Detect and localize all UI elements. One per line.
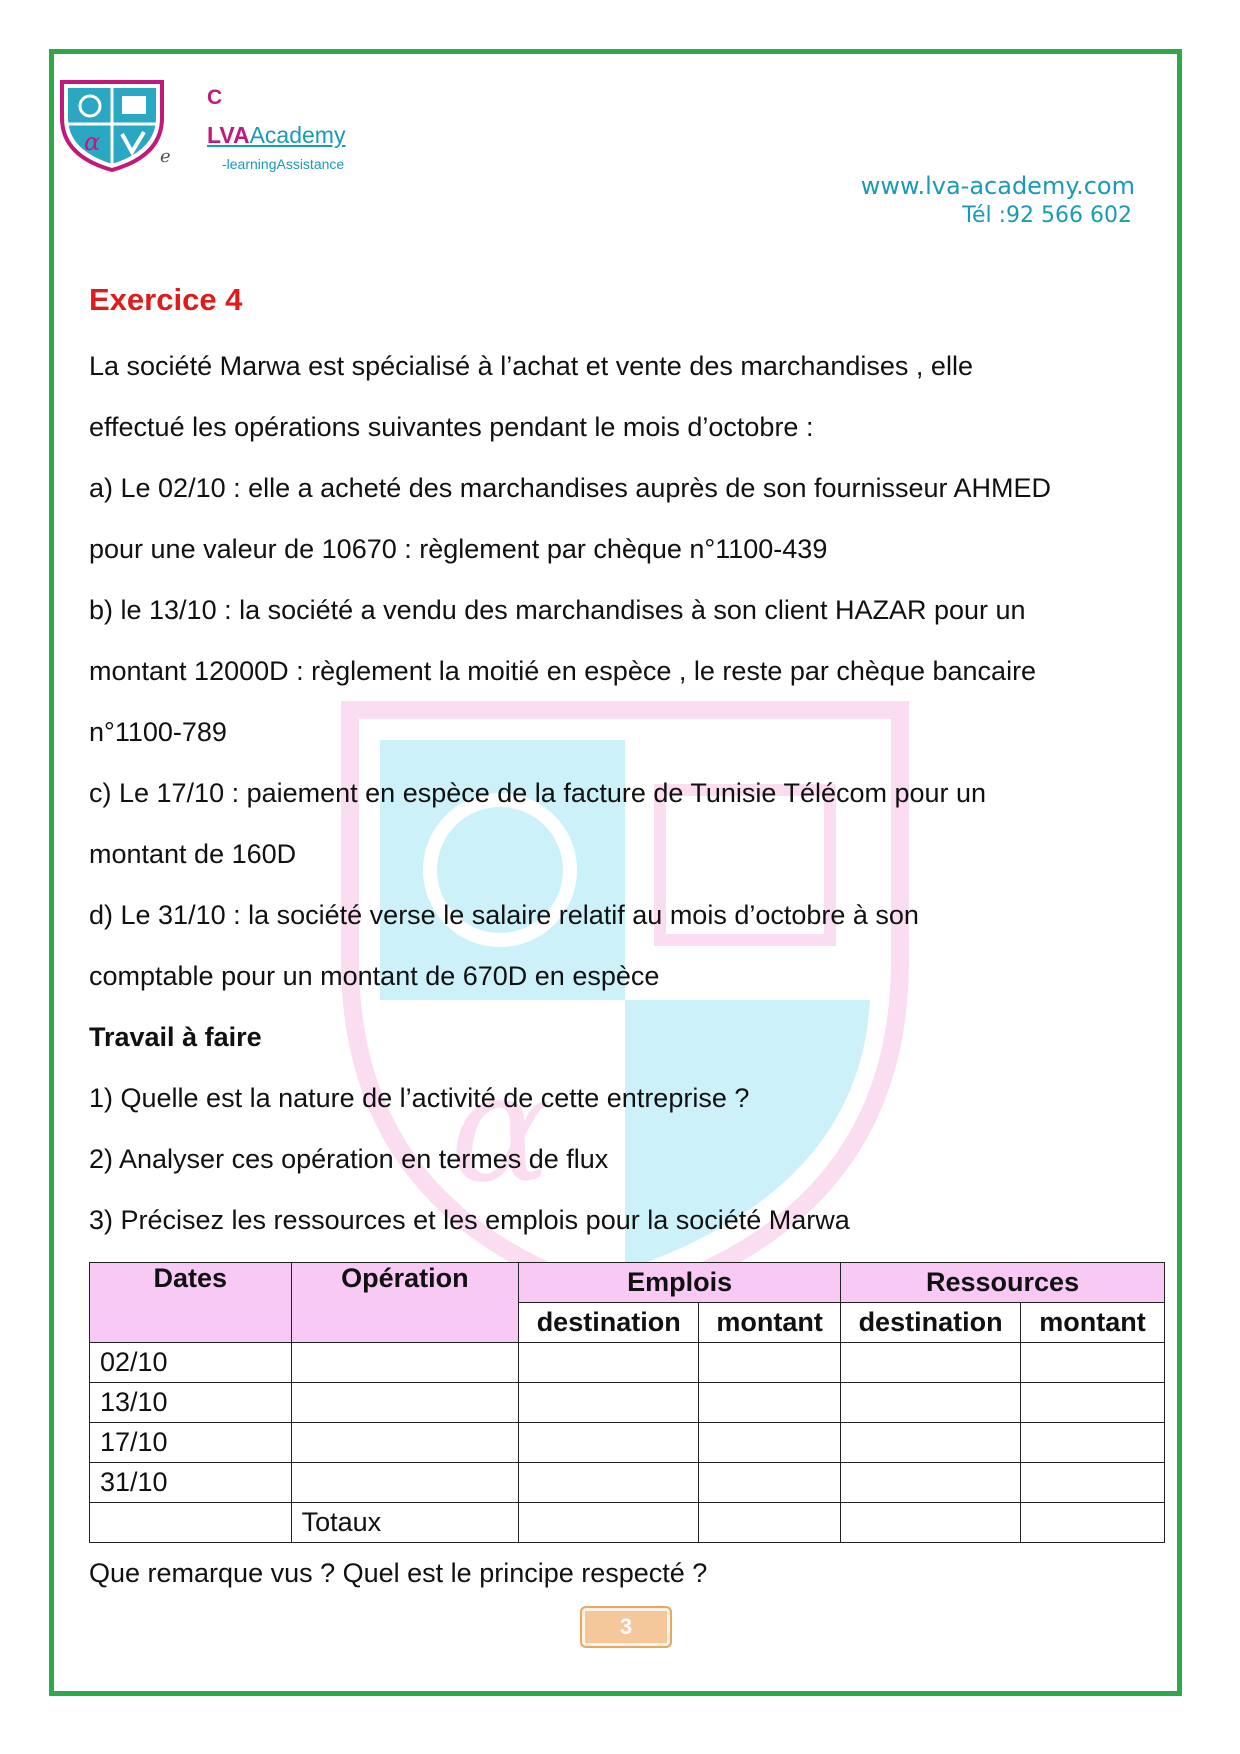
cell-operation[interactable] [291,1383,519,1423]
statement-line-8: c) Le 17/10 : paiement en espèce de la facture de Tunisie Télécom pour un [89,778,987,808]
header-ressources: Ressources [841,1263,1165,1303]
cell-ressources-destination[interactable] [841,1383,1021,1423]
statement-line-3: a) Le 02/10 : elle a acheté des marchandises auprès de son fournisseur AHMED [89,473,1052,503]
statement-line-11: comptable pour un montant de 670D en espèce [89,961,660,991]
brand-name [207,122,345,149]
cell-emplois-destination[interactable] [519,1423,699,1463]
header-emplois-destination: destination [519,1303,699,1343]
work-title: Travail à faire [89,1022,262,1052]
statement-line-2: effectué les opérations suivantes pendant le mois d’octobre : [89,412,814,442]
cell-empty [90,1503,292,1543]
cell-total-emplois-destination[interactable] [519,1503,699,1543]
cell-ressources-destination[interactable] [841,1463,1021,1503]
brand-tagline: -learningAssistance [222,156,345,172]
cell-ressources-destination[interactable] [841,1423,1021,1463]
svg-text:α: α [84,128,101,156]
question-3: 3) Précisez les ressources et les emplois pour la société Marwa [89,1205,850,1235]
statement-line-1: La société Marwa est spécialisé à l’achat et vente des marchandises , elle [89,351,973,381]
row-date: 02/10 [90,1343,292,1383]
phone-number: Tél :92 566 602 [962,203,1132,228]
flux-table [89,1262,1165,1543]
brand-academy: Academy [249,122,346,148]
brand-lva: LVA [207,122,250,148]
statement-line-7: n°1100-789 [89,717,227,747]
row-date: 13/10 [90,1383,292,1423]
question-2: 2) Analyser ces opération en termes de flux [89,1144,609,1174]
cell-ressources-destination[interactable] [841,1343,1021,1383]
totals-label: Totaux [291,1503,519,1543]
cell-ressources-montant[interactable] [1021,1463,1165,1503]
table-row [90,1463,1165,1503]
cell-emplois-destination[interactable] [519,1383,699,1423]
cell-emplois-montant[interactable] [699,1343,841,1383]
cell-ressources-montant[interactable] [1021,1383,1165,1423]
cell-emplois-montant[interactable] [699,1463,841,1503]
lva-shield-logo-icon [58,78,166,172]
cell-emplois-montant[interactable] [699,1423,841,1463]
cell-operation[interactable] [291,1423,519,1463]
row-date: 31/10 [90,1463,292,1503]
header-ressources-destination: destination [841,1303,1021,1343]
header-emplois-montant: montant [699,1303,841,1343]
statement-line-10: d) Le 31/10 : la société verse le salaire relatif au mois d’octobre à son [89,900,919,930]
cell-emplois-montant[interactable] [699,1383,841,1423]
cell-total-emplois-montant[interactable] [699,1503,841,1543]
question-1: 1) Quelle est la nature de l’activité de cette entreprise ? [89,1083,750,1113]
table-row [90,1343,1165,1383]
brand-c: C [207,86,223,109]
cell-emplois-destination[interactable] [519,1343,699,1383]
row-date: 17/10 [90,1423,292,1463]
header-operation: Opération [291,1263,519,1343]
brand-e: e [160,146,171,167]
cell-ressources-montant[interactable] [1021,1423,1165,1463]
totals-row [90,1503,1165,1543]
header-dates: Dates [90,1263,292,1343]
cell-operation[interactable] [291,1343,519,1383]
statement-line-4: pour une valeur de 10670 : règlement par chèque n°1100-439 [89,534,828,564]
statement-line-9: montant de 160D [89,839,297,869]
cell-total-ressources-destination[interactable] [841,1503,1021,1543]
exercise-title: Exercice 4 [89,282,243,317]
exercise-body [89,280,1169,1251]
header-emplois: Emplois [519,1263,841,1303]
svg-text:α: α [450,1042,552,1216]
statement-line-6: montant 12000D : règlement la moitié en espèce , le reste par chèque bancaire [89,656,1037,686]
page-number: 3 [580,1606,672,1648]
statement-line-5: b) le 13/10 : la société a vendu des marchandises à son client HAZAR pour un [89,595,1026,625]
cell-emplois-destination[interactable] [519,1463,699,1503]
cell-operation[interactable] [291,1463,519,1503]
final-question: Que remarque vus ? Quel est le principe respecté ? [89,1558,708,1588]
cell-total-ressources-montant[interactable] [1021,1503,1165,1543]
table-row [90,1383,1165,1423]
cell-ressources-montant[interactable] [1021,1343,1165,1383]
website-link[interactable]: www.lva-academy.com [860,172,1135,200]
table-row [90,1423,1165,1463]
header-ressources-montant: montant [1021,1303,1165,1343]
